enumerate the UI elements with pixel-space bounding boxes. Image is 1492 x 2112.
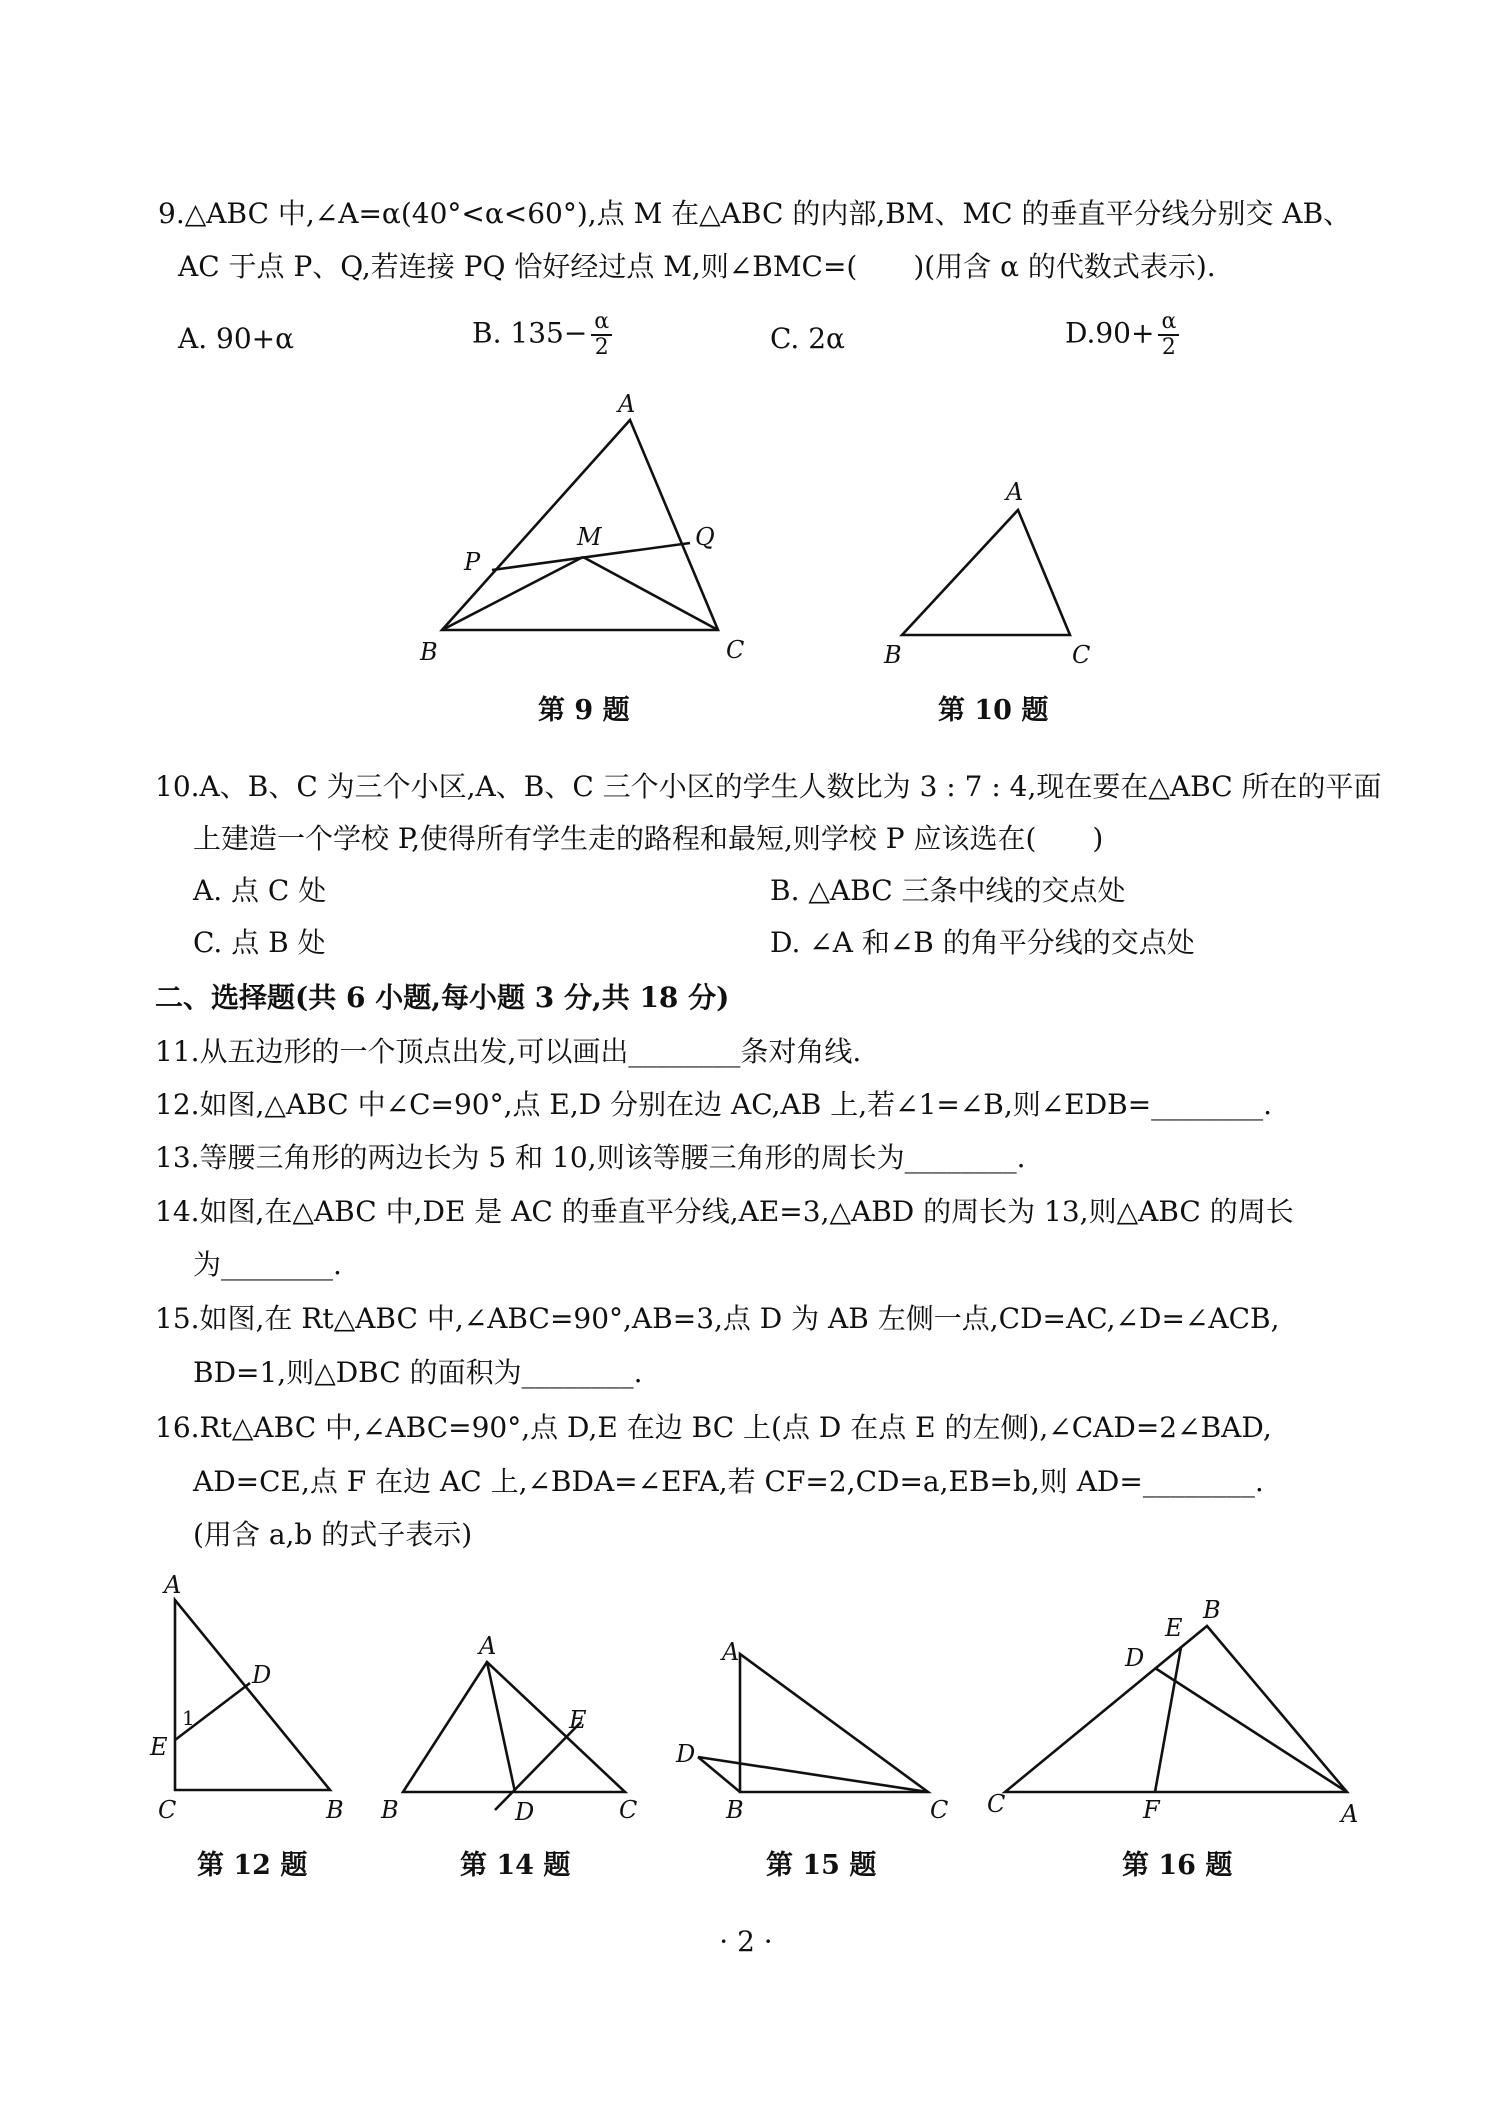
figure-10 bbox=[880, 475, 1110, 675]
q10-option-c: C. 点 B 处 bbox=[193, 926, 326, 959]
fig12-caption: 第 12 题 bbox=[197, 1850, 308, 1881]
q9-line2: AC 于点 P、Q,若连接 PQ 恰好经过点 M,则∠BMC=( )(用含 α 的代数式表示). bbox=[178, 250, 1216, 283]
fig16-caption: 第 16 题 bbox=[1122, 1850, 1233, 1881]
fig14-label-c: C bbox=[619, 1796, 638, 1824]
fig16-label-f: F bbox=[1143, 1796, 1160, 1824]
q9-option-d-text: D.90+ bbox=[1065, 316, 1155, 350]
figure-12 bbox=[140, 1571, 370, 1825]
fig9-caption: 第 9 题 bbox=[538, 695, 630, 726]
fig9-segment-mc bbox=[583, 557, 718, 630]
q15-line1: 15.如图,在 Rt△ABC 中,∠ABC=90°,AB=3,点 D 为 AB 左侧一点,CD=AC,∠D=∠ACB, bbox=[155, 1302, 1280, 1335]
fig16-triangle-abc bbox=[1005, 1626, 1347, 1792]
figure-16 bbox=[985, 1590, 1360, 1830]
fig14-label-e: E bbox=[569, 1706, 587, 1734]
frac-numerator: α bbox=[591, 310, 612, 336]
q13: 13.等腰三角形的两边长为 5 和 10,则该等腰三角形的周长为________. bbox=[155, 1141, 1026, 1174]
fig9-label-m: M bbox=[577, 523, 602, 551]
fig15-caption: 第 15 题 bbox=[766, 1850, 877, 1881]
fig15-triangle-abc bbox=[740, 1654, 928, 1792]
q12: 12.如图,△ABC 中∠C=90°,点 E,D 分别在边 AC,AB 上,若∠1=∠B,则∠EDB=________. bbox=[155, 1088, 1273, 1121]
fig14-label-d: D bbox=[515, 1798, 535, 1826]
q9-option-b bbox=[472, 310, 612, 360]
fig15-label-d: D bbox=[676, 1740, 696, 1768]
figure-14 bbox=[375, 1630, 655, 1830]
q9-line1: 9.△ABC 中,∠A=α(40°<α<60°),点 M 在△ABC 的内部,BM、MC 的垂直平分线分别交 AB、 bbox=[158, 197, 1352, 230]
q10-line2: 上建造一个学校 P,使得所有学生走的路程和最短,则学校 P 应该选在( ) bbox=[193, 822, 1104, 855]
fig16-label-e: E bbox=[1165, 1614, 1183, 1642]
fig16-segment-ef bbox=[1155, 1647, 1181, 1792]
fig14-label-b: B bbox=[381, 1796, 399, 1824]
q9-option-d bbox=[1065, 310, 1179, 360]
fig9-label-b: B bbox=[420, 638, 438, 666]
fig10-label-c: C bbox=[1072, 641, 1091, 669]
fig9-label-a: A bbox=[618, 390, 636, 418]
fig12-triangle-abc bbox=[175, 1600, 330, 1790]
fig10-label-b: B bbox=[884, 641, 902, 669]
q10-line1: 10.A、B、C 为三个小区,A、B、C 三个小区的学生人数比为 3 : 7 : 4,现在要在△ABC 所在的平面 bbox=[155, 770, 1382, 803]
figure-15 bbox=[670, 1620, 960, 1830]
figure-9 bbox=[400, 390, 780, 670]
fig16-segment-ad bbox=[1155, 1668, 1347, 1792]
q10-option-b: B. △ABC 三条中线的交点处 bbox=[770, 874, 1126, 907]
frac-denominator: 2 bbox=[594, 335, 609, 360]
fig9-label-q: Q bbox=[695, 523, 715, 551]
page-number: · 2 · bbox=[719, 1925, 773, 1958]
fig15-label-a: A bbox=[722, 1638, 740, 1666]
q14-line2: 为________. bbox=[193, 1248, 342, 1281]
q16-line2: AD=CE,点 F 在边 AC 上,∠BDA=∠EFA,若 CF=2,CD=a,EB=b,则 AD=________. bbox=[193, 1465, 1264, 1498]
fig16-label-a: A bbox=[1341, 1800, 1359, 1828]
fig12-label-d: D bbox=[252, 1661, 272, 1689]
fig10-triangle-abc bbox=[902, 510, 1070, 635]
q10-option-d: D. ∠A 和∠B 的角平分线的交点处 bbox=[770, 926, 1195, 959]
fig12-angle-1-label: 1 bbox=[182, 1706, 195, 1730]
fig10-label-a: A bbox=[1006, 478, 1024, 506]
frac-denominator: 2 bbox=[1161, 335, 1176, 360]
fig16-label-c: C bbox=[987, 1790, 1006, 1818]
q16-line1: 16.Rt△ABC 中,∠ABC=90°,点 D,E 在边 BC 上(点 D 在点 E 的左侧),∠CAD=2∠BAD, bbox=[155, 1411, 1272, 1444]
q9-option-b-text: B. 135− bbox=[472, 316, 588, 350]
q15-line2: BD=1,则△DBC 的面积为________. bbox=[193, 1356, 643, 1389]
fig10-caption: 第 10 题 bbox=[938, 695, 1049, 726]
section-2-title: 二、选择题(共 6 小题,每小题 3 分,共 18 分) bbox=[155, 981, 730, 1014]
fig15-label-b: B bbox=[726, 1796, 744, 1824]
fig12-label-a: A bbox=[164, 1571, 182, 1599]
fig14-triangle-abc bbox=[403, 1662, 625, 1792]
fig14-segment-de bbox=[495, 1722, 581, 1810]
q9-option-b-fraction bbox=[591, 310, 612, 360]
fig14-segment-ad bbox=[487, 1662, 515, 1792]
frac-numerator: α bbox=[1158, 310, 1179, 336]
fig15-label-c: C bbox=[930, 1796, 949, 1824]
fig12-label-e: E bbox=[150, 1733, 168, 1761]
q10-option-a: A. 点 C 处 bbox=[193, 874, 327, 907]
q9-option-c: C. 2α bbox=[770, 322, 845, 355]
fig12-label-c: C bbox=[158, 1796, 177, 1824]
fig14-caption: 第 14 题 bbox=[460, 1850, 571, 1881]
q9-option-d-fraction bbox=[1158, 310, 1179, 360]
q16-line3: (用含 a,b 的式子表示) bbox=[193, 1518, 473, 1551]
q11: 11.从五边形的一个顶点出发,可以画出________条对角线. bbox=[155, 1035, 862, 1068]
fig14-label-a: A bbox=[479, 1632, 497, 1660]
fig12-label-b: B bbox=[326, 1796, 344, 1824]
q9-option-a: A. 90+α bbox=[178, 322, 295, 355]
fig16-label-b: B bbox=[1203, 1596, 1221, 1624]
fig9-label-c: C bbox=[726, 636, 745, 664]
fig16-label-d: D bbox=[1125, 1644, 1145, 1672]
q14-line1: 14.如图,在△ABC 中,DE 是 AC 的垂直平分线,AE=3,△ABD 的周长为 13,则△ABC 的周长 bbox=[155, 1195, 1294, 1228]
fig9-label-p: P bbox=[464, 548, 481, 576]
